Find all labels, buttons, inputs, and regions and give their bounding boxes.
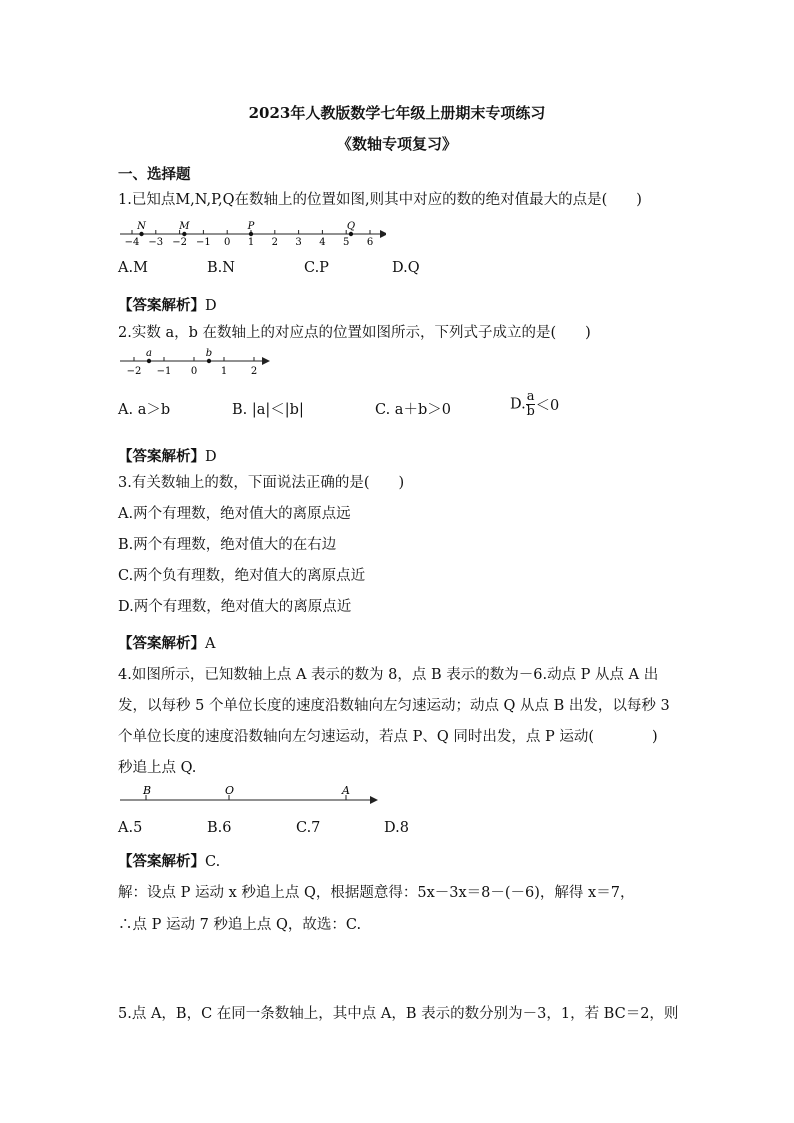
page-subtitle: 《数轴专项复习》	[336, 135, 457, 153]
axis-tick-label: −3	[148, 237, 164, 248]
axis-tick-label: 1	[247, 237, 255, 248]
q3-option-b: B.两个有理数，绝对值大的在右边	[118, 537, 337, 553]
q4-number-line	[116, 784, 386, 814]
q3-option-d: D.两个有理数，绝对值大的离原点近	[118, 599, 352, 615]
axis-point-q	[349, 232, 353, 236]
answer-value: A	[205, 636, 216, 652]
q2-answer	[118, 445, 217, 466]
q2-number-line	[116, 347, 276, 379]
q4-solution-line-1: 解：设点 P 运动 x 秒追上点 Q，根据题意得：5x－3x＝8－(－6)，解得 x＝7，	[118, 885, 635, 901]
question-4-line-4: 秒追上点 Q.	[118, 760, 197, 776]
q4-option-a: A.5	[118, 820, 143, 836]
section-heading: 一、选择题	[118, 166, 191, 183]
axis-point-label: M	[179, 221, 190, 232]
q2-option-d-suffix: ＜0	[535, 398, 560, 414]
q2-option-c: C. a＋b＞0	[375, 402, 451, 418]
question-4-line-2: 发，以每秒 5 个单位长度的速度沿数轴向左匀速运动；动点 Q 从点 B 出发，以每秒 3	[118, 698, 670, 714]
axis-tick-label: −4	[124, 237, 140, 248]
question-5-text: 5.点 A，B，C 在同一条数轴上，其中点 A，B 表示的数分别为－3，1，若 BC＝2，则	[118, 1006, 679, 1022]
fraction-denominator: b	[526, 404, 535, 419]
q2-option-b: B. |a|＜|b|	[232, 402, 304, 418]
axis-tick-label: 2	[271, 237, 278, 248]
axis-point-label: P	[247, 221, 255, 232]
question-1-text: 1.已知点M,N,P,Q在数轴上的位置如图,则其中对应的数的绝对值最大的点是( )	[118, 192, 642, 208]
q4-option-d: D.8	[384, 820, 409, 836]
axis-point-label: N	[137, 221, 146, 232]
q3-option-a: A.两个有理数，绝对值大的离原点远	[118, 506, 351, 522]
question-4-line-1: 4.如图所示，已知数轴上点 A 表示的数为 8，点 B 表示的数为－6.动点 P 从点 A 出	[118, 667, 659, 683]
axis-tick-label: 5	[343, 237, 350, 248]
q3-option-c: C.两个负有理数，绝对值大的离原点近	[118, 568, 366, 584]
axis-tick-label: 4	[319, 237, 326, 248]
axis-tick-label: 2	[250, 366, 258, 377]
answer-value: D	[205, 298, 217, 314]
question-3-text: 3.有关数轴上的数，下面说法正确的是( )	[118, 475, 405, 491]
q1-option-d: D.Q	[392, 260, 420, 276]
q2-option-d-prefix: D.	[510, 396, 526, 413]
axis-tick-label: −2	[126, 366, 142, 377]
page-title: 2023年人教版数学七年级上册期末专项练习	[248, 104, 546, 122]
q4-option-c: C.7	[296, 820, 321, 836]
q2-option-d	[510, 390, 559, 419]
axis-tick-label: 6	[366, 237, 374, 248]
axis-point-a	[147, 359, 151, 363]
answer-label: 【答案解析】	[118, 853, 205, 870]
q4-answer	[118, 850, 220, 871]
answer-value: D	[205, 449, 217, 465]
axis-tick-label: 0	[190, 366, 198, 377]
q3-answer	[118, 632, 215, 653]
axis-tick-label: −2	[172, 237, 187, 248]
axis-tick-label: 3	[295, 237, 302, 248]
q1-answer	[118, 294, 217, 315]
q4-point-b-label: B	[143, 784, 152, 797]
axis-point-label: Q	[346, 221, 356, 232]
q2-option-a: A. a＞b	[118, 402, 171, 418]
axis-point-m	[182, 232, 186, 236]
answer-label: 【答案解析】	[118, 297, 205, 314]
answer-label: 【答案解析】	[118, 635, 205, 652]
answer-value: C.	[205, 854, 221, 870]
q1-option-b: B.N	[207, 260, 235, 276]
q4-point-a-label: A	[342, 784, 350, 797]
q1-number-line	[116, 214, 386, 254]
q4-solution-line-2: ∴点 P 运动 7 秒追上点 Q，故选：C.	[118, 917, 362, 933]
axis-point-n	[139, 232, 143, 236]
q1-option-c: C.P	[304, 260, 329, 276]
fraction-numerator: a	[526, 389, 535, 404]
axis-tick-label: 1	[220, 366, 228, 377]
question-2-text: 2.实数 a，b 在数轴上的对应点的位置如图所示，下列式子成立的是( )	[118, 325, 591, 341]
axis-point-b	[207, 359, 211, 363]
axis-tick-label: −1	[196, 237, 211, 248]
answer-label: 【答案解析】	[118, 448, 205, 465]
axis-point-p	[249, 232, 253, 236]
axis-point-label: a	[146, 348, 152, 359]
axis-tick-label: −1	[156, 366, 172, 377]
axis-point-label: b	[205, 348, 213, 359]
question-4-line-3: 个单位长度的速度沿数轴向左匀速运动，若点 P、Q 同时出发，点 P 运动( )	[118, 729, 658, 745]
q4-point-o-label: O	[225, 784, 235, 797]
q4-option-b: B.6	[207, 820, 232, 836]
axis-tick-label: 0	[224, 237, 231, 248]
q1-option-a: A.M	[118, 260, 148, 276]
